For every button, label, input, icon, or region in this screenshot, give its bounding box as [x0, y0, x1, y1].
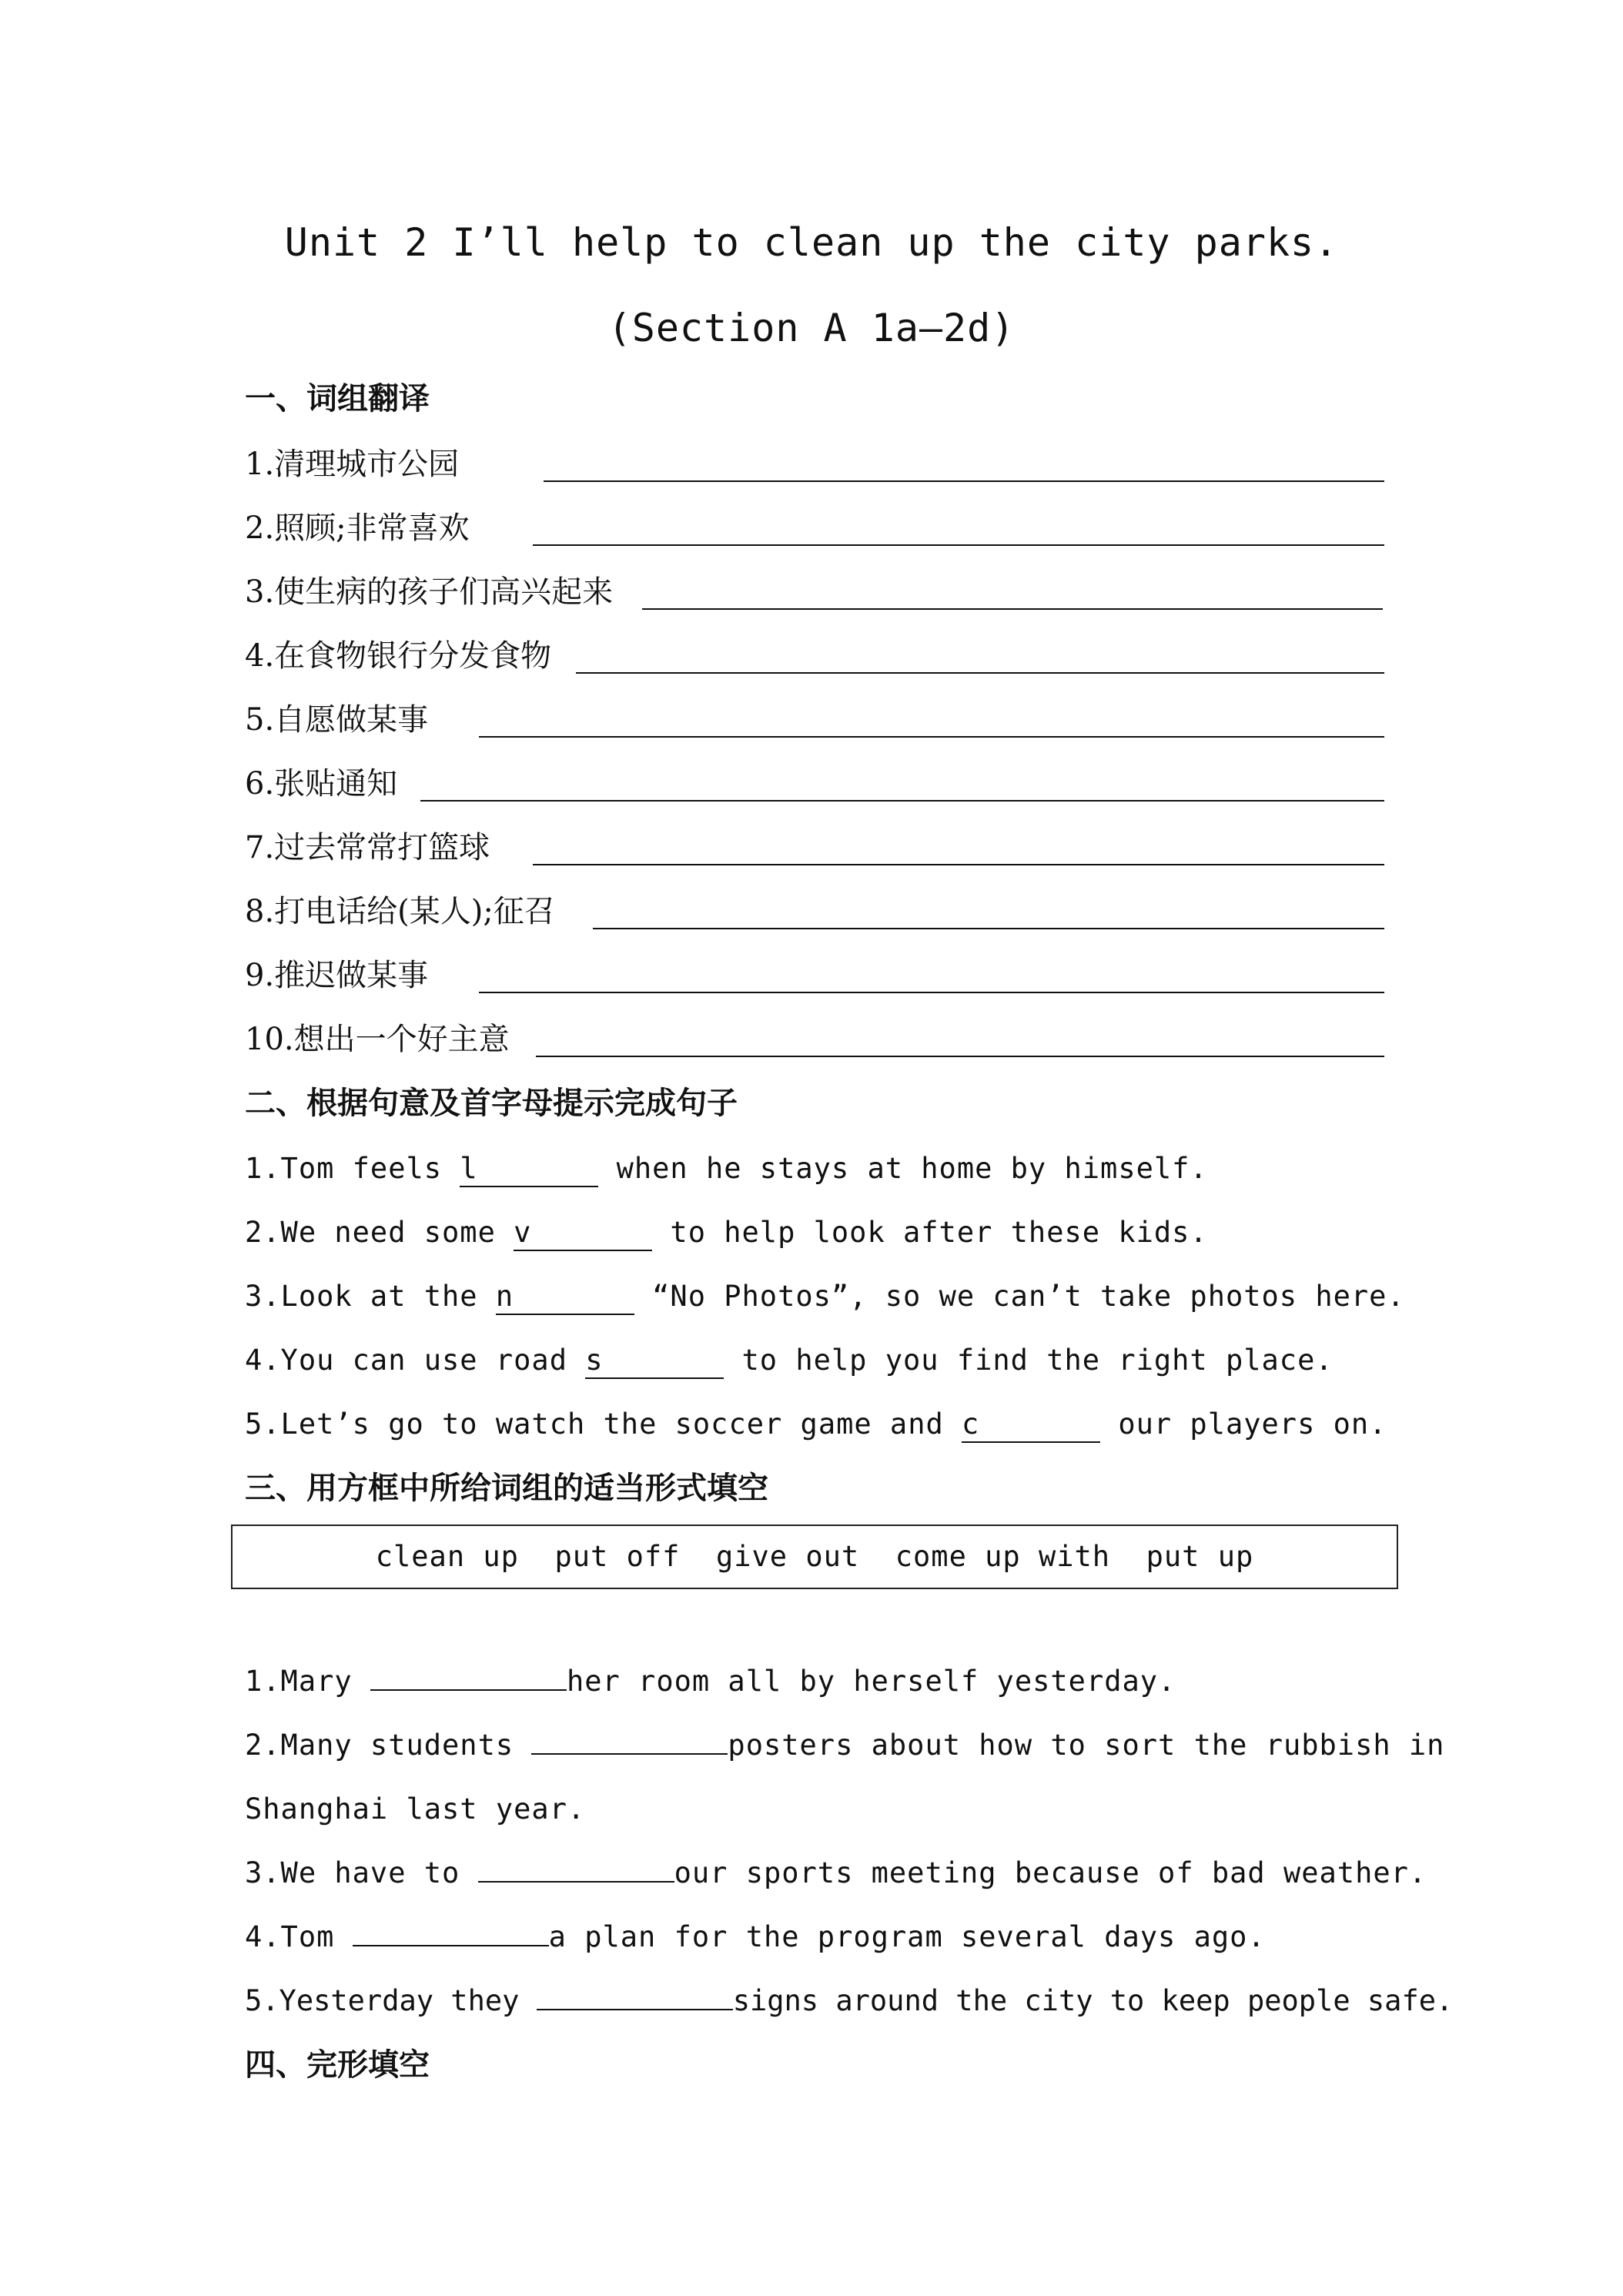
- fill-item: [245, 1916, 1266, 1962]
- phrase-label: 4.在食物银行分发食物: [245, 638, 552, 674]
- letter-blank[interactable]: [514, 1216, 652, 1251]
- fill-item-continuation: [245, 1788, 585, 1834]
- letter-blank[interactable]: [962, 1407, 1100, 1443]
- sentence-text: 1.Mary: [245, 1665, 370, 1698]
- sentence-text: to help look after these kids.: [652, 1216, 1208, 1249]
- sentence-text: posters about how to sort the rubbish in: [728, 1729, 1445, 1762]
- phrase-blank[interactable]: [478, 1881, 674, 1883]
- page-title: Unit 2 I’ll help to clean up the city parks.: [284, 220, 1339, 265]
- phrase-label: 3.使生病的孩子们高兴起来: [245, 574, 614, 610]
- sentence-text: signs around the city to keep people safe.: [732, 1984, 1454, 2017]
- letter-blank[interactable]: [460, 1152, 598, 1187]
- first-letter-hint: s: [585, 1344, 604, 1377]
- sentence-text: 5.Yesterday they: [245, 1984, 537, 2017]
- phrase-label: 9.推迟做某事: [245, 958, 429, 993]
- sentence-text: 3.We have to: [245, 1856, 478, 1889]
- sentence-text: to help you find the right place.: [724, 1344, 1334, 1377]
- phrase-blank[interactable]: [537, 2009, 733, 2010]
- phrase-item: [245, 762, 397, 808]
- first-letter-hint: n: [495, 1280, 514, 1313]
- answer-line: [533, 864, 1384, 865]
- section-2-heading: 二、根据句意及首字母提示完成句子: [245, 1086, 738, 1121]
- word-bank-box: clean up put off give out come up with put up: [231, 1525, 1398, 1589]
- phrase-label: 2.照顾;非常喜欢: [245, 510, 470, 546]
- answer-line: [576, 672, 1384, 674]
- phrase-item: [245, 571, 613, 617]
- answer-line: [479, 736, 1384, 738]
- answer-line: [420, 800, 1384, 802]
- first-letter-hint: l: [460, 1152, 478, 1185]
- sentence-text: her room all by herself yesterday.: [566, 1665, 1176, 1698]
- sentence-text: 4.Tom: [245, 1920, 353, 1953]
- phrase-blank[interactable]: [370, 1689, 567, 1691]
- sentence-text: 2.Many students: [245, 1729, 532, 1762]
- phrase-label: 7.过去常常打篮球: [245, 830, 490, 865]
- section-3-heading: 三、用方框中所给词组的适当形式填空: [245, 1471, 768, 1506]
- section-1-heading: 一、词组翻译: [245, 381, 430, 417]
- phrase-item: [245, 1018, 510, 1064]
- fill-item: [245, 1660, 1176, 1706]
- section-4-heading: 四、完形填空: [245, 2047, 430, 2083]
- phrase-item: [245, 443, 459, 489]
- answer-line: [533, 544, 1384, 546]
- phrase-item: [245, 954, 428, 1000]
- sentence-text: 4.You can use road: [245, 1344, 586, 1377]
- phrase-item: [245, 698, 428, 745]
- fill-item: [245, 1724, 1444, 1770]
- sentence-item: [245, 1339, 1334, 1385]
- sentence-item: [245, 1403, 1387, 1449]
- page-subtitle: (Section A 1a—2d): [607, 306, 1016, 350]
- answer-line: [479, 992, 1384, 993]
- fill-item: [245, 1852, 1427, 1898]
- phrase-label: 6.张贴通知: [245, 766, 398, 802]
- phrase-item: [245, 507, 470, 553]
- sentence-text: a plan for the program several days ago.: [548, 1920, 1266, 1953]
- answer-line: [593, 928, 1384, 929]
- phrase-label: 10.想出一个好主意: [245, 1022, 510, 1057]
- phrase-blank[interactable]: [531, 1753, 728, 1755]
- phrase-item: [245, 890, 555, 936]
- first-letter-hint: v: [514, 1216, 532, 1249]
- sentence-item: [245, 1211, 1208, 1257]
- sentence-item: [245, 1275, 1405, 1321]
- phrase-blank[interactable]: [353, 1945, 549, 1946]
- answer-line: [544, 480, 1384, 482]
- sentence-text: 1.Tom feels: [245, 1152, 460, 1185]
- sentence-text: Shanghai last year.: [245, 1792, 586, 1826]
- sentence-text: 5.Let’s go to watch the soccer game and: [245, 1407, 962, 1441]
- sentence-text: 3.Look at the: [245, 1280, 496, 1313]
- letter-blank[interactable]: [585, 1344, 724, 1379]
- sentence-text: 2.We need some: [245, 1216, 514, 1249]
- sentence-text: our players on.: [1100, 1407, 1387, 1441]
- phrase-item: [245, 634, 551, 681]
- fill-item: [245, 1980, 1453, 2026]
- phrase-label: 8.打电话给(某人);征召: [245, 894, 555, 929]
- answer-line: [642, 608, 1383, 610]
- first-letter-hint: c: [962, 1407, 980, 1441]
- phrase-label: 5.自愿做某事: [245, 702, 429, 738]
- letter-blank[interactable]: [496, 1280, 634, 1315]
- phrase-item: [245, 826, 490, 872]
- answer-line: [536, 1056, 1384, 1057]
- phrase-label: 1.清理城市公园: [245, 447, 460, 482]
- sentence-text: when he stays at home by himself.: [598, 1152, 1208, 1185]
- sentence-text: “No Photos”, so we can’t take photos here.: [634, 1280, 1405, 1313]
- sentence-text: our sports meeting because of bad weather.: [674, 1856, 1427, 1889]
- sentence-item: [245, 1147, 1208, 1193]
